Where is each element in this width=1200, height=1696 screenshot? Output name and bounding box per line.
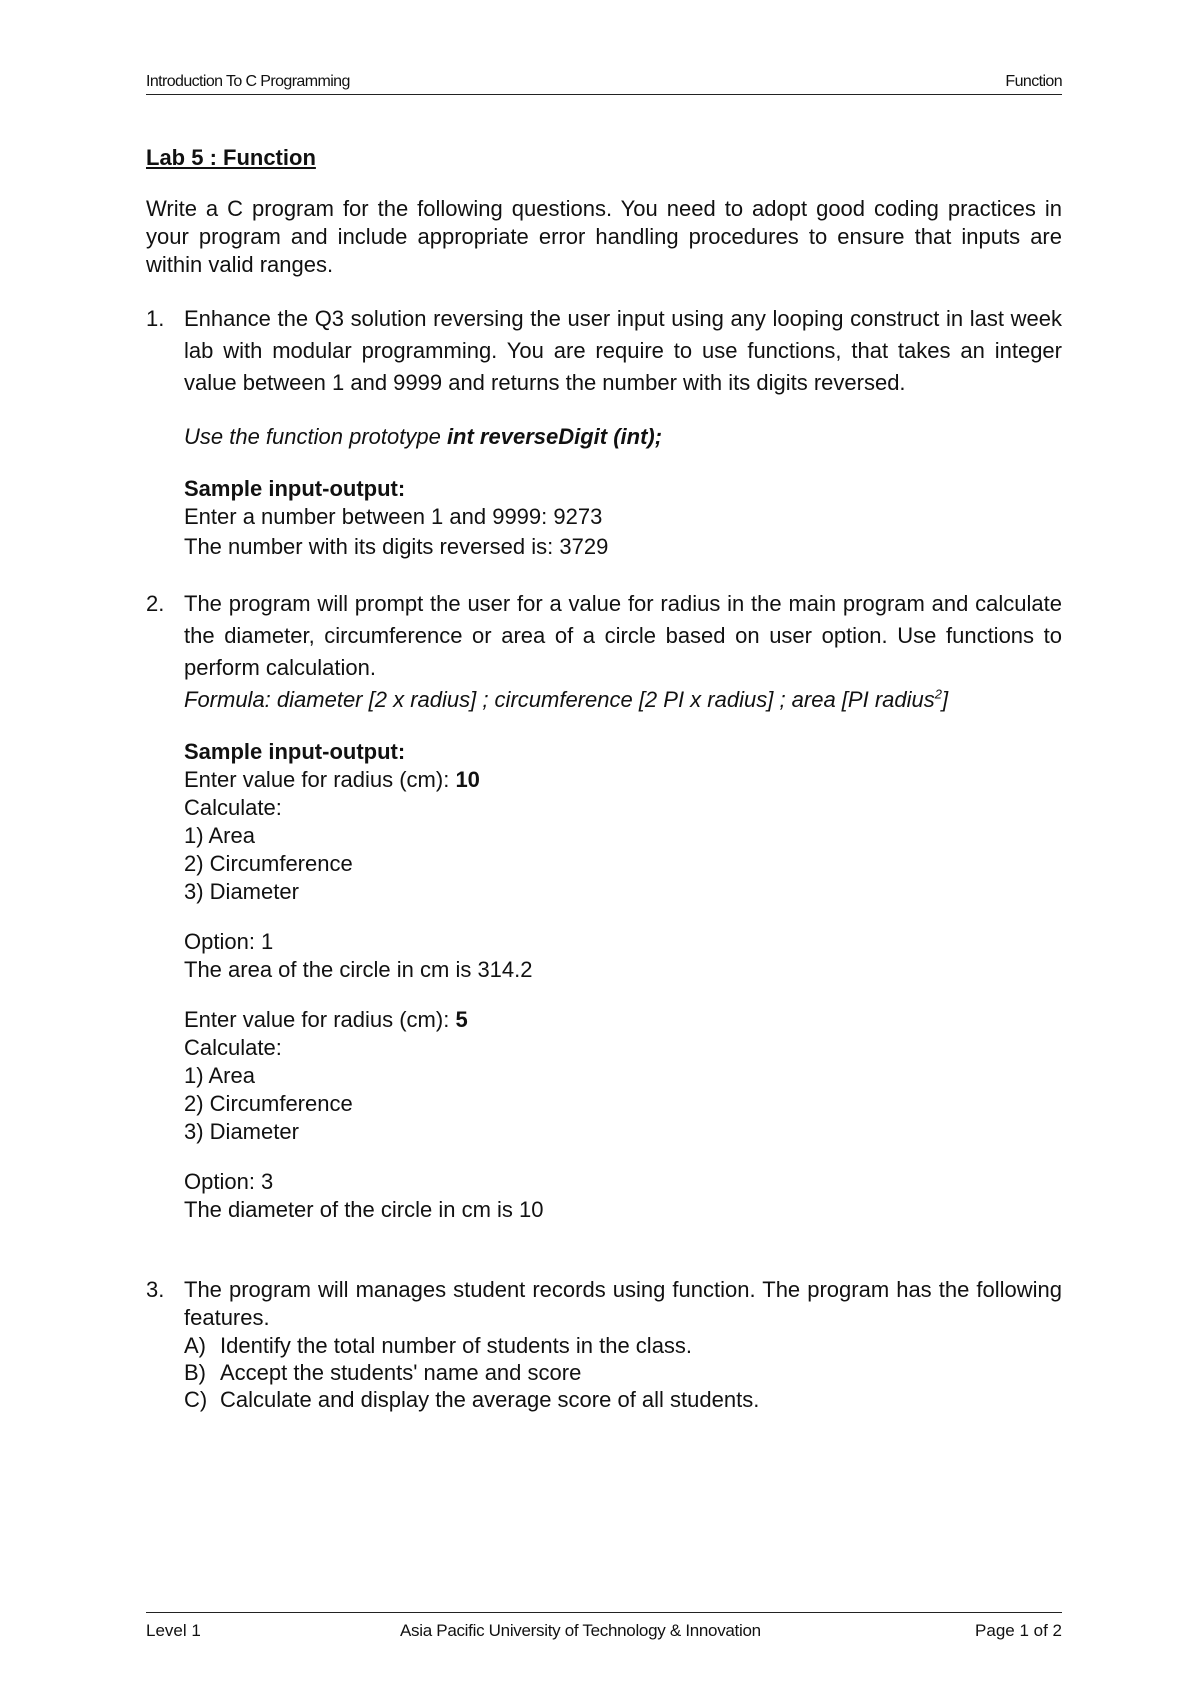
header-topic: Function [1005, 73, 1062, 90]
radius-prompt [184, 1006, 1062, 1034]
sample-line: Enter a number between 1 and 9999: 9273 [184, 504, 603, 529]
page-footer [146, 1612, 1062, 1647]
lab-title: Lab 5 : Function [146, 145, 316, 170]
question-text: The program will prompt the user for a value for radius in the main program and calculate the diameter, circumference or area of a circle based on user option. Use functions to perform calculation. [184, 591, 1062, 680]
question-text: The program will manages student records using function. The program has the following features. [184, 1277, 1062, 1330]
user-input: 10 [455, 767, 480, 792]
question-number: 2. [146, 591, 165, 616]
feature-letter: B) [184, 1360, 206, 1385]
option-line: Option: 1 [184, 929, 274, 954]
formula-text: Formula: diameter [2 x radius] ; circumference [2 PI x radius] ; area [PI radius [184, 687, 935, 712]
sample-heading: Sample input-output: [184, 476, 406, 501]
question-text: Enhance the Q3 solution reversing the user input using any looping construct in last week lab with modular programming. You are require to use functions, that takes an integer value between 1 and 9999 and returns the number with its digits reversed. [184, 306, 1062, 395]
feature-letter: A) [184, 1333, 206, 1358]
intro-paragraph: Write a C program for the following questions. You need to adopt good coding practices in your program and include appropriate error handling procedures to ensure that inputs are within valid ranges. [146, 196, 1062, 277]
menu-line: Calculate: [184, 1035, 282, 1060]
prompt-text: Enter value for radius (cm): [184, 767, 456, 792]
feature-letter: C) [184, 1387, 208, 1412]
feature-text: Calculate and display the average score of all students. [220, 1387, 760, 1412]
formula-superscript: 2 [934, 686, 942, 702]
feature-item [184, 1386, 1062, 1413]
user-input: 5 [455, 1007, 468, 1032]
prototype-prefix: Use the function prototype [184, 424, 447, 449]
menu-line: 2) Circumference [184, 1091, 353, 1116]
feature-item [184, 1359, 1062, 1386]
menu-line: 2) Circumference [184, 851, 353, 876]
question-number: 3. [146, 1277, 165, 1302]
sample-heading: Sample input-output: [184, 739, 406, 764]
feature-text: Identify the total number of students in the class. [220, 1333, 693, 1358]
page-header [146, 70, 1062, 95]
header-course-title: Introduction To C Programming [146, 73, 350, 90]
result-line: The diameter of the circle in cm is 10 [184, 1197, 544, 1222]
question-1 [146, 303, 1062, 563]
prompt-text: Enter value for radius (cm): [184, 1007, 456, 1032]
result-line: The area of the circle in cm is 314.2 [184, 957, 533, 982]
menu-line: 1) Area [184, 1063, 255, 1088]
radius-prompt [184, 766, 1062, 794]
option-line: Option: 3 [184, 1169, 274, 1194]
main-content [146, 143, 1062, 1413]
question-number: 1. [146, 306, 165, 331]
feature-text: Accept the students' name and score [220, 1360, 582, 1385]
prototype-code: int reverseDigit (int); [446, 424, 663, 449]
menu-line: Calculate: [184, 795, 282, 820]
menu-line: 3) Diameter [184, 1119, 299, 1144]
menu-line: 3) Diameter [184, 879, 299, 904]
formula-line [184, 684, 1062, 716]
menu-line: 1) Area [184, 823, 255, 848]
question-2 [146, 588, 1062, 1224]
footer-page-number: Page 1 of 2 [975, 1621, 1062, 1640]
footer-institution: Asia Pacific University of Technology & Innovation [400, 1621, 761, 1640]
sample-line: The number with its digits reversed is: 3729 [184, 534, 609, 559]
footer-level: Level 1 [146, 1621, 201, 1640]
feature-item [184, 1332, 1062, 1359]
formula-end: ] [941, 687, 949, 712]
question-3 [146, 1276, 1062, 1413]
function-prototype [184, 421, 1062, 453]
